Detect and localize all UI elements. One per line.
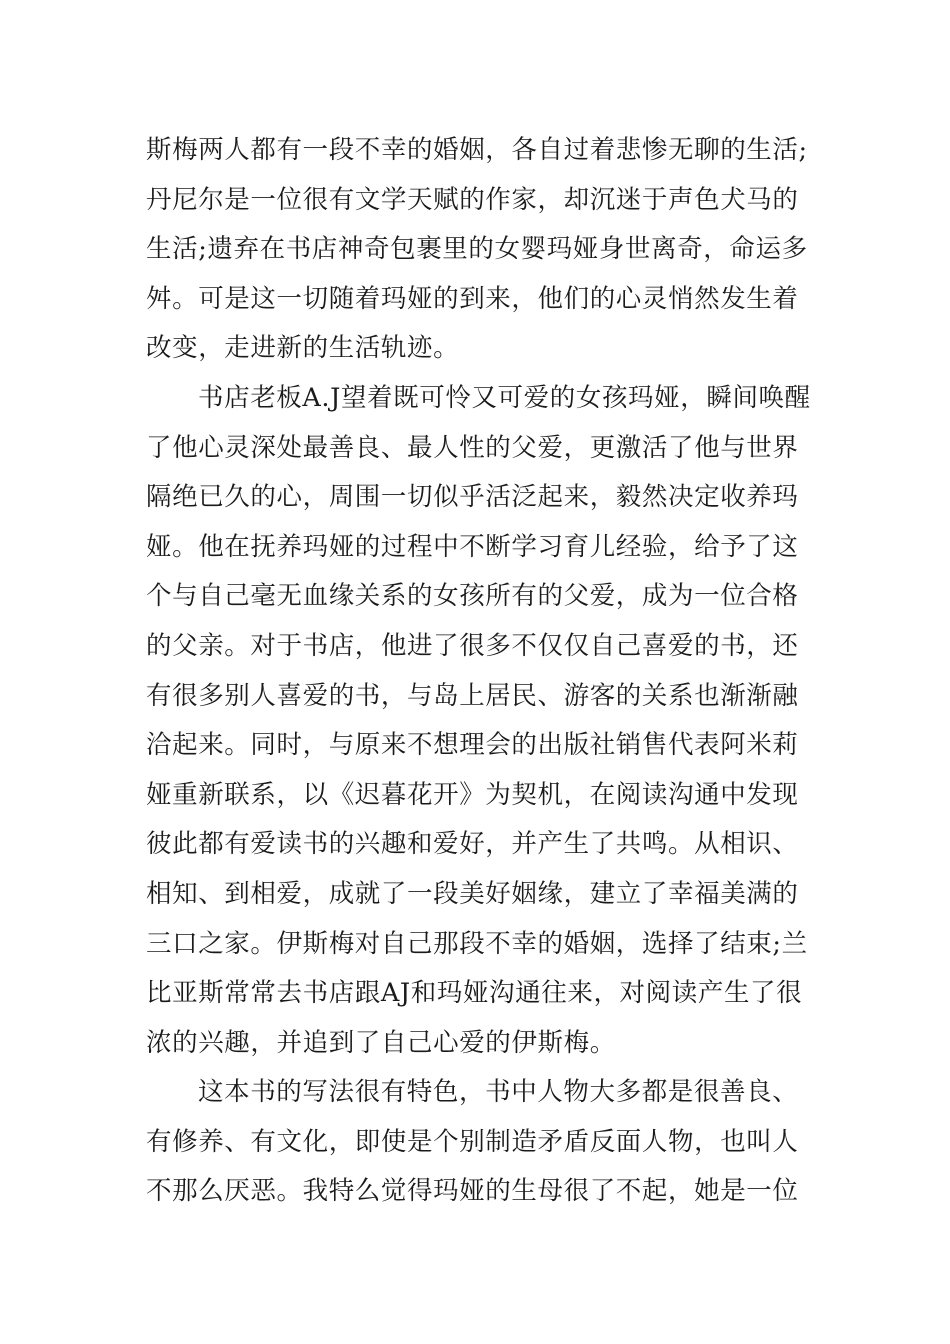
text-line: 有很多别人喜爱的书，与岛上居民、游客的关系也渐渐融: [146, 680, 799, 711]
text-line: 隔绝已久的心，周围一切似乎活泛起来，毅然决定收养玛: [146, 482, 799, 513]
text-line: 相知、到相爱，成就了一段美好姻缘，建立了幸福美满的: [146, 878, 799, 909]
paragraph-first-line: 书店老板A.J望着既可怜又可爱的女孩玛娅，瞬间唤醒: [198, 382, 811, 413]
text-line: 个与自己毫无血缘关系的女孩所有的父爱，成为一位合格: [146, 581, 799, 612]
text-line: 比亚斯常常去书店跟AJ和玛娅沟通往来，对阅读产生了很: [146, 978, 803, 1009]
text-line: 了他心灵深处最善良、最人性的父爱，更激活了他与世界: [146, 432, 799, 463]
text-line: 有修养、有文化，即使是个别制造矛盾反面人物，也叫人: [146, 1126, 799, 1157]
text-line: 浓的兴趣，并追到了自己心爱的伊斯梅。: [146, 1027, 616, 1058]
text-line: 彼此都有爱读书的兴趣和爱好，并产生了共鸣。从相识、: [146, 829, 799, 860]
text-line: 舛。可是这一切随着玛娅的到来，他们的心灵悄然发生着: [146, 283, 799, 314]
paragraph-first-line: 这本书的写法很有特色，书中人物大多都是很善良、: [198, 1077, 799, 1108]
text-line: 娅。他在抚养玛娅的过程中不断学习育儿经验，给予了这: [146, 531, 799, 562]
text-line: 生活;遗弃在书店神奇包裹里的女婴玛娅身世离奇，命运多: [146, 234, 808, 265]
text-line: 不那么厌恶。我特么觉得玛娅的生母很了不起，她是一位: [146, 1176, 799, 1207]
document-body: [146, 126, 816, 1217]
text-line: 三口之家。伊斯梅对自己那段不幸的婚姻，选择了结束;兰: [146, 928, 808, 959]
text-line: 改变，走进新的生活轨迹。: [146, 333, 460, 364]
text-line: 的父亲。对于书店，他进了很多不仅仅自己喜爱的书，还: [146, 630, 799, 661]
text-line: 丹尼尔是一位很有文学天赋的作家，却沉迷于声色犬马的: [146, 184, 799, 215]
text-line: 洽起来。同时，与原来不想理会的出版社销售代表阿米莉: [146, 730, 799, 761]
text-line: 斯梅两人都有一段不幸的婚姻，各自过着悲惨无聊的生活;: [146, 135, 808, 165]
text-line: 娅重新联系，以《迟暮花开》为契机，在阅读沟通中发现: [146, 779, 799, 810]
